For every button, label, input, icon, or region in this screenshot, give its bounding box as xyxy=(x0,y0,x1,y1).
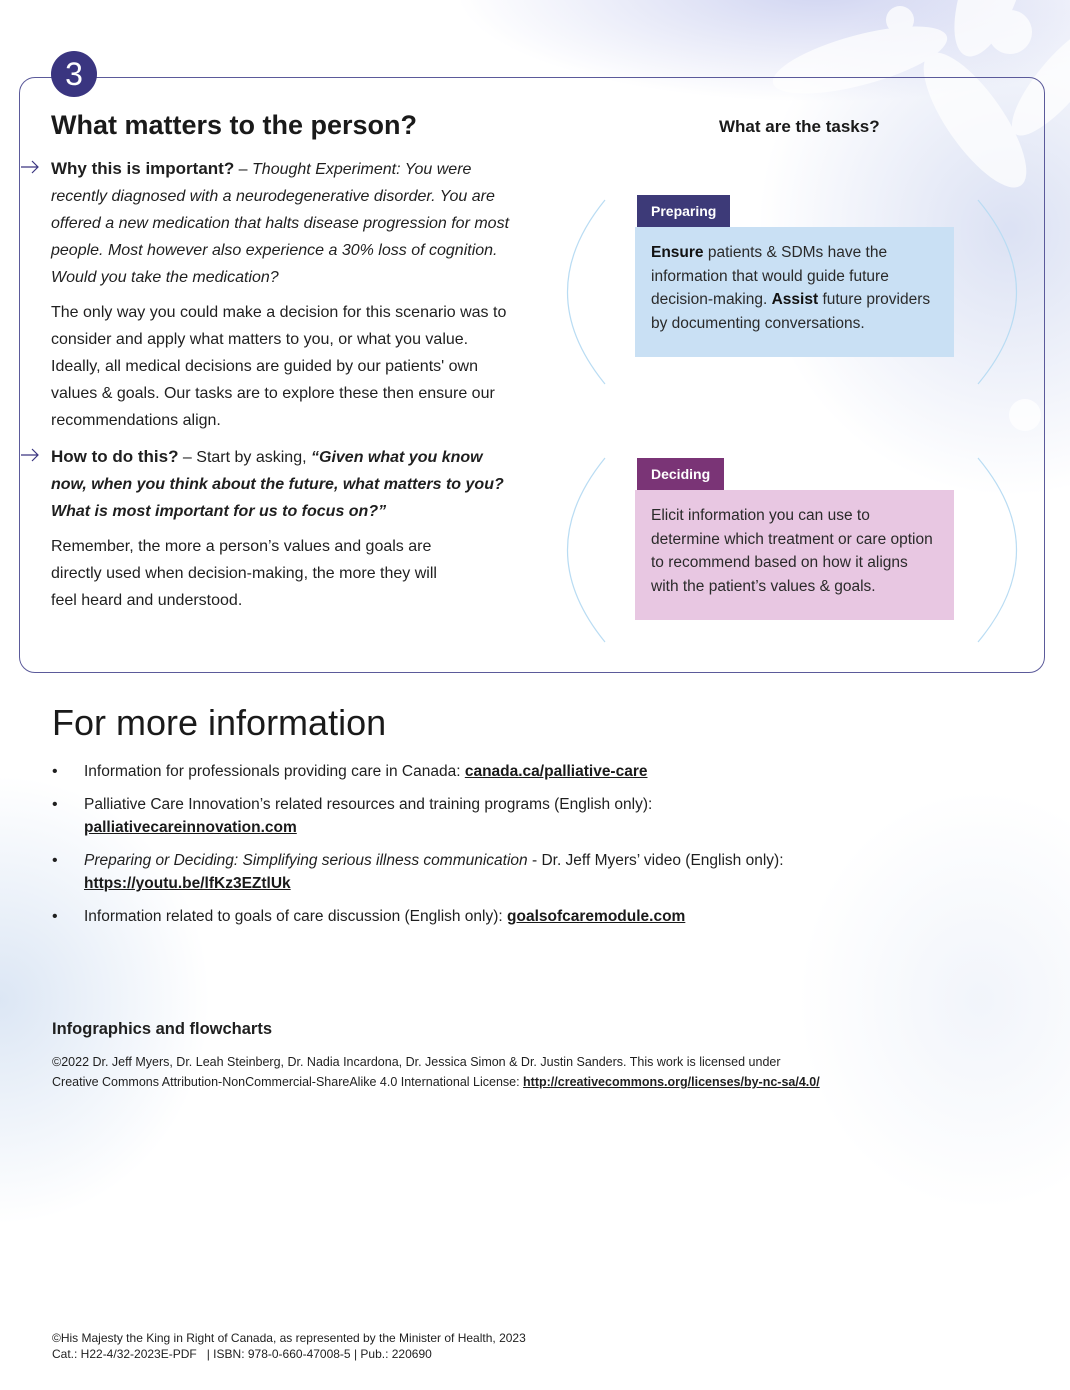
license-text xyxy=(52,1052,952,1092)
list-item-text: Information for professionals providing care in Canada: xyxy=(84,763,465,780)
video-title: Preparing or Deciding: Simplifying serious illness communication xyxy=(84,852,528,869)
deciding-box: Elicit information you can use to determine which treatment or care option to recommend based on how it aligns with the patient’s values & goals. xyxy=(635,490,954,620)
list-item xyxy=(52,905,952,928)
why-dash: – xyxy=(234,161,253,178)
how-to-dash: – Start by asking, xyxy=(178,449,311,466)
list-item xyxy=(52,793,952,839)
how-to-quote: “Given what you know now, when you think about the future, what matters to you? What is most important for us to focus on?” xyxy=(51,449,504,520)
tasks-title: What are the tasks? xyxy=(719,117,880,136)
why-important-lead: Why this is important? xyxy=(51,159,235,178)
only-way-paragraph: The only way you could make a decision for this scenario was to consider and apply what matters to you, or what you value. Ideally, all medical decisions are guided by our patients' own values & goals. Our tasks are to explore these then ensure our recommendations align. xyxy=(51,304,507,429)
section-title: What matters to the person? xyxy=(51,110,418,140)
footer-catalogue: Cat.: H22-4/32-2023E-PDF | ISBN: 978-0-660-47008-5 | Pub.: 220690 xyxy=(52,1347,432,1361)
infographics-title: Infographics and flowcharts xyxy=(52,1020,273,1038)
license-line-1: ©2022 Dr. Jeff Myers, Dr. Leah Steinberg, Dr. Nadia Incardona, Dr. Jessica Simon & Dr. Justin Sanders. This work is licensed under xyxy=(52,1055,781,1069)
deciding-tab: Deciding xyxy=(637,458,724,490)
preparing-text-1: patients & SDMs have the information that would guide future decision-making. xyxy=(651,244,889,308)
arrow-right-icon xyxy=(20,160,42,174)
preparing-ensure: Ensure xyxy=(651,244,704,261)
youtube-video-link[interactable]: https://youtu.be/lfKz3EZtlUk xyxy=(84,875,291,892)
footer-copyright: ©His Majesty the King in Right of Canada, as represented by the Minister of Health, 2023 xyxy=(52,1331,526,1345)
goals-of-care-link[interactable]: goalsofcaremodule.com xyxy=(507,908,686,925)
creative-commons-link[interactable]: http://creativecommons.org/licenses/by-nc-sa/4.0/ xyxy=(523,1075,820,1089)
preparing-box xyxy=(635,227,954,357)
more-info-list xyxy=(52,760,952,938)
remember-paragraph: Remember, the more a person’s values and goals are directly used when decision-making, the more they will feel heard and understood. xyxy=(51,538,437,609)
more-info-title: For more information xyxy=(52,702,387,743)
canada-palliative-link[interactable]: canada.ca/palliative-care xyxy=(464,763,648,780)
how-to-paragraph xyxy=(51,443,511,525)
arrow-right-icon xyxy=(20,448,42,462)
license-line-2: Creative Commons Attribution-NonCommercial-ShareAlike 4.0 International License: xyxy=(52,1075,524,1089)
preparing-text-2: future providers by documenting conversations. xyxy=(651,291,931,332)
preparing-assist: Assist xyxy=(771,291,819,308)
palliative-innovation-link[interactable]: palliativecareinnovation.com xyxy=(84,819,297,836)
how-to-lead: How to do this? xyxy=(51,447,179,466)
section-number-badge: 3 xyxy=(51,51,97,97)
list-item xyxy=(52,849,952,895)
footer xyxy=(52,1330,526,1362)
why-important-paragraph xyxy=(51,155,511,291)
thought-experiment-text: Thought Experiment: You were recently diagnosed with a neurodegenerative disorder. You are offered a new medication that halts disease progression for most people. Most however also experience a 30% loss of cognition. Would you take the medication? xyxy=(51,161,510,286)
list-item-text: Information related to goals of care discussion (English only): xyxy=(84,908,508,925)
preparing-tab: Preparing xyxy=(637,195,730,227)
list-item-text: - Dr. Jeff Myers’ video (English only): xyxy=(527,852,784,869)
list-item-text: Palliative Care Innovation’s related resources and training programs (English only): xyxy=(84,796,653,813)
list-item xyxy=(52,760,952,783)
